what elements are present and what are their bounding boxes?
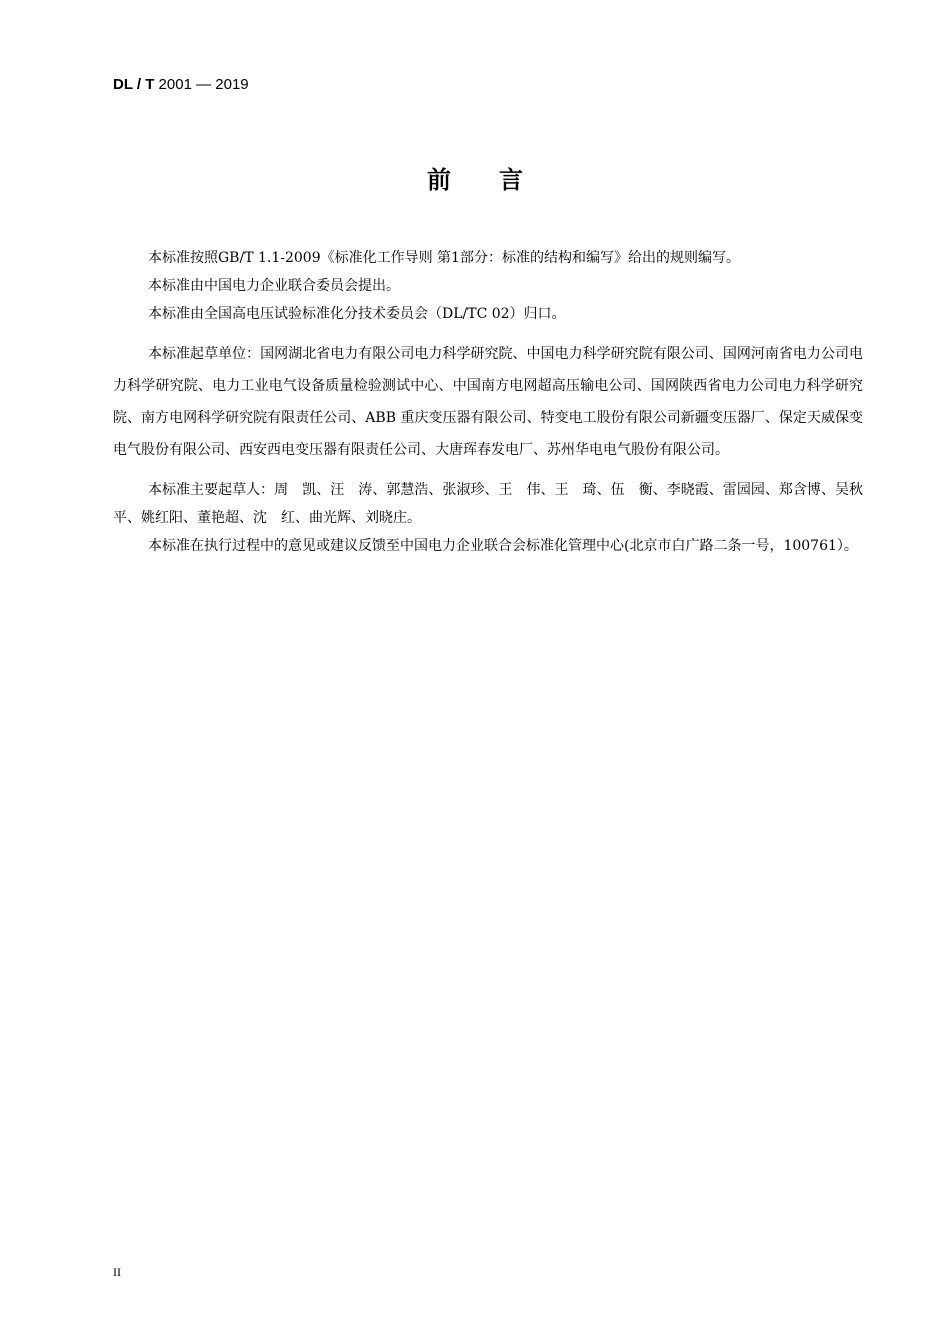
document-code-prefix: DL / T <box>113 76 155 93</box>
paragraph-drafters: 本标准主要起草人：周 凯、汪 涛、郭慧浩、张淑珍、王 伟、王 琦、伍 衡、李晓霞、雷园园、郑含博、吴秋平、姚红阳、董艳超、沈 红、曲光辉、刘晓庄。 <box>113 482 863 526</box>
page-number: II <box>113 1265 121 1279</box>
document-code <box>113 76 249 93</box>
paragraph-proposer: 本标准由中国电力企业联合委员会提出。 <box>148 278 400 294</box>
section-title-char-2: 言 <box>499 166 523 194</box>
document-code-number: 2001 — 2019 <box>154 76 249 93</box>
section-title-char-1: 前 <box>427 166 451 194</box>
paragraph-drafting-units: 本标准起草单位：国网湖北省电力有限公司电力科学研究院、中国电力科学研究院有限公司、国网河南省电力公司电力科学研究院、电力工业电气设备质量检验测试中心、中国南方电网超高压输电公司、国网陕西省电力公司电力科学研究院、南方电网科学研究院有限责任公司、ABB 重庆变压器有限公司、特变电工股份有限公司新疆变压器厂、保定天威保变电气股份有限公司、西安西电变压器有限责任公司、大唐珲春发电厂、苏州华电电气股份有限公司。 <box>113 346 863 458</box>
paragraph-drafting-rules: 本标准按照GB/T 1.1-2009《标准化工作导则 第1部分：标准的结构和编写》给出的规则编写。 <box>148 250 740 266</box>
paragraph-administrator: 本标准由全国高电压试验标准化分技术委员会（DL/TC 02）归口。 <box>148 306 566 322</box>
paragraph-feedback: 本标准在执行过程中的意见或建议反馈至中国电力企业联合会标准化管理中心(北京市白广路二条一号，100761）。 <box>148 538 858 554</box>
foreword-body <box>113 244 863 560</box>
section-title <box>0 160 950 195</box>
